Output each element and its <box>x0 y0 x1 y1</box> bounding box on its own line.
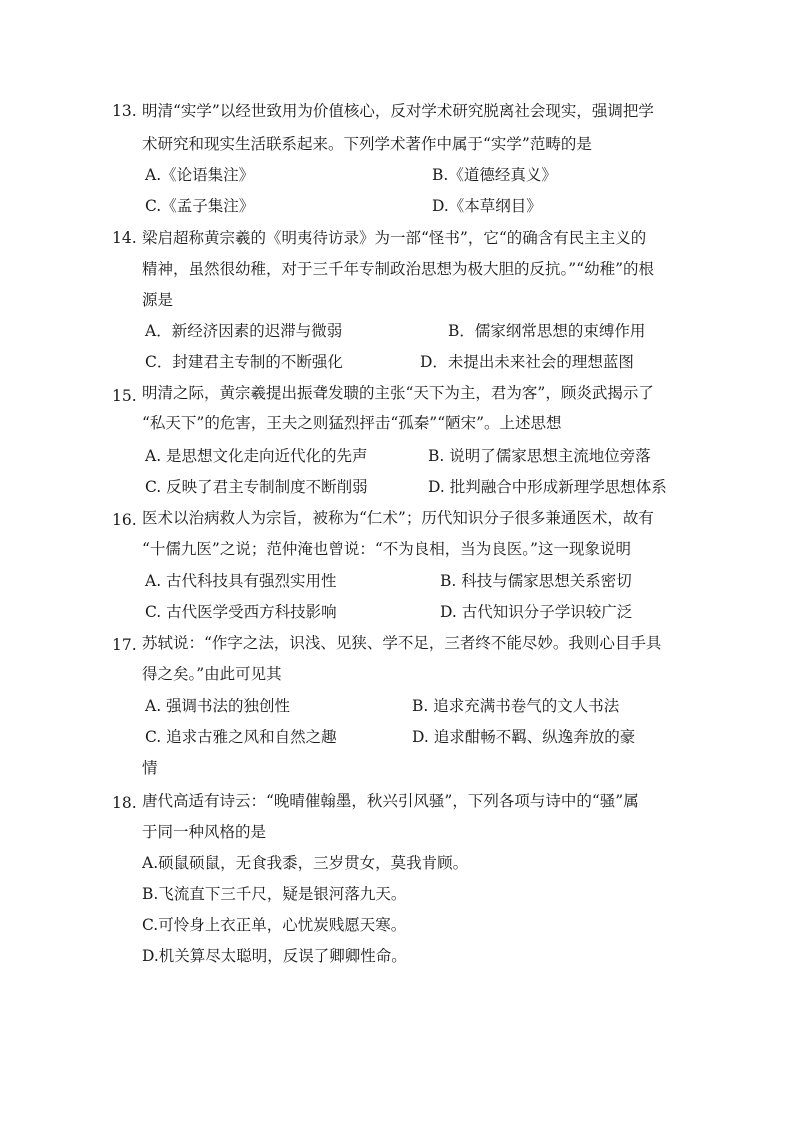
option-a: A. 是思想文化走向近代化的先声 <box>145 447 368 465</box>
option-d: D. 追求酣畅不羁、纵逸奔放的豪 <box>412 728 636 746</box>
option-d: D.《本草纲目》 <box>432 197 542 215</box>
question-number: 13. <box>112 102 137 120</box>
question-number: 15. <box>112 387 137 405</box>
question-stem-line: “十儒九医”之说；范仲淹也曾说：“不为良相，当为良医。”这一现象说明 <box>142 540 631 558</box>
option-b: B.飞流直下三千尺，疑是银河落九天。 <box>142 885 407 903</box>
question-stem-line: 苏轼说：“作字之法，识浅、见狭、学不足，三者终不能尽妙。我则心目手具 <box>142 634 662 652</box>
question-stem-line: 精神，虽然很幼稚，对于三千年专制政治思想为极大胆的反抗。”“幼稚”的根 <box>142 260 655 278</box>
option-c: C. 反映了君主专制制度不断削弱 <box>145 478 368 496</box>
question-number: 17. <box>112 636 137 654</box>
question-stem-line: 得之矣。”由此可见其 <box>142 665 282 683</box>
question-stem-line: 明清“实学”以经世致用为价值核心，反对学术研究脱离社会现实，强调把学 <box>142 102 654 120</box>
question-stem-line: 术研究和现实生活联系起来。下列学术著作中属于“实学”范畴的是 <box>142 135 592 153</box>
option-a: A．新经济因素的迟滞与微弱 <box>145 322 343 340</box>
option-b: B.《道德经真义》 <box>432 166 557 184</box>
option-a: A. 古代科技具有强烈实用性 <box>145 572 337 590</box>
option-d: D. 古代知识分子学识较广泛 <box>440 603 633 621</box>
option-d-continuation: 情 <box>142 759 158 777</box>
option-c: C.《孟子集注》 <box>145 197 255 215</box>
option-b: B．儒家纲常思想的束缚作用 <box>448 322 646 340</box>
option-d: D．未提出未来社会的理想蓝图 <box>420 353 634 371</box>
option-c: C. 追求古雅之风和自然之趣 <box>145 728 337 746</box>
question-number: 14. <box>112 229 137 247</box>
option-b: B. 追求充满书卷气的文人书法 <box>412 697 620 715</box>
option-d: D.机关算尽太聪明，反误了卿卿性命。 <box>142 947 407 965</box>
question-stem-line: “私天下”的危害，王夫之则猛烈抨击“孤秦”“陋宋”。上述思想 <box>142 414 562 432</box>
option-b: B. 说明了儒家思想主流地位旁落 <box>428 447 651 465</box>
question-stem-line: 唐代高适有诗云：“晚晴催翰墨，秋兴引风骚”，下列各项与诗中的“骚”属 <box>142 792 639 810</box>
question-stem-line: 源是 <box>142 291 174 309</box>
option-a: A.《论语集注》 <box>145 166 255 184</box>
question-number: 16. <box>112 511 137 529</box>
question-stem-line: 明清之际，黄宗羲提出振聋发聩的主张“天下为主，君为客”，顾炎武揭示了 <box>142 384 654 402</box>
question-stem-line: 于同一种风格的是 <box>142 823 267 841</box>
option-a: A.硕鼠硕鼠，无食我黍，三岁贯女，莫我肯顾。 <box>142 854 469 872</box>
option-a: A. 强调书法的独创性 <box>145 697 291 715</box>
option-c: C.可怜身上衣正单，心忧炭贱愿天寒。 <box>142 916 407 934</box>
question-stem-line: 梁启超称黄宗羲的《明夷待访录》为一部“怪书”，它“的确含有民主主义的 <box>142 229 647 247</box>
question-number: 18. <box>112 794 137 812</box>
option-c: C．封建君主专制的不断强化 <box>145 353 343 371</box>
question-stem-line: 医术以治病救人为宗旨，被称为“仁术”；历代知识分子很多兼通医术，故有 <box>142 509 654 527</box>
option-c: C. 古代医学受西方科技影响 <box>145 603 337 621</box>
option-d: D. 批判融合中形成新理学思想体系 <box>428 478 667 496</box>
option-b: B. 科技与儒家思想关系密切 <box>440 572 632 590</box>
